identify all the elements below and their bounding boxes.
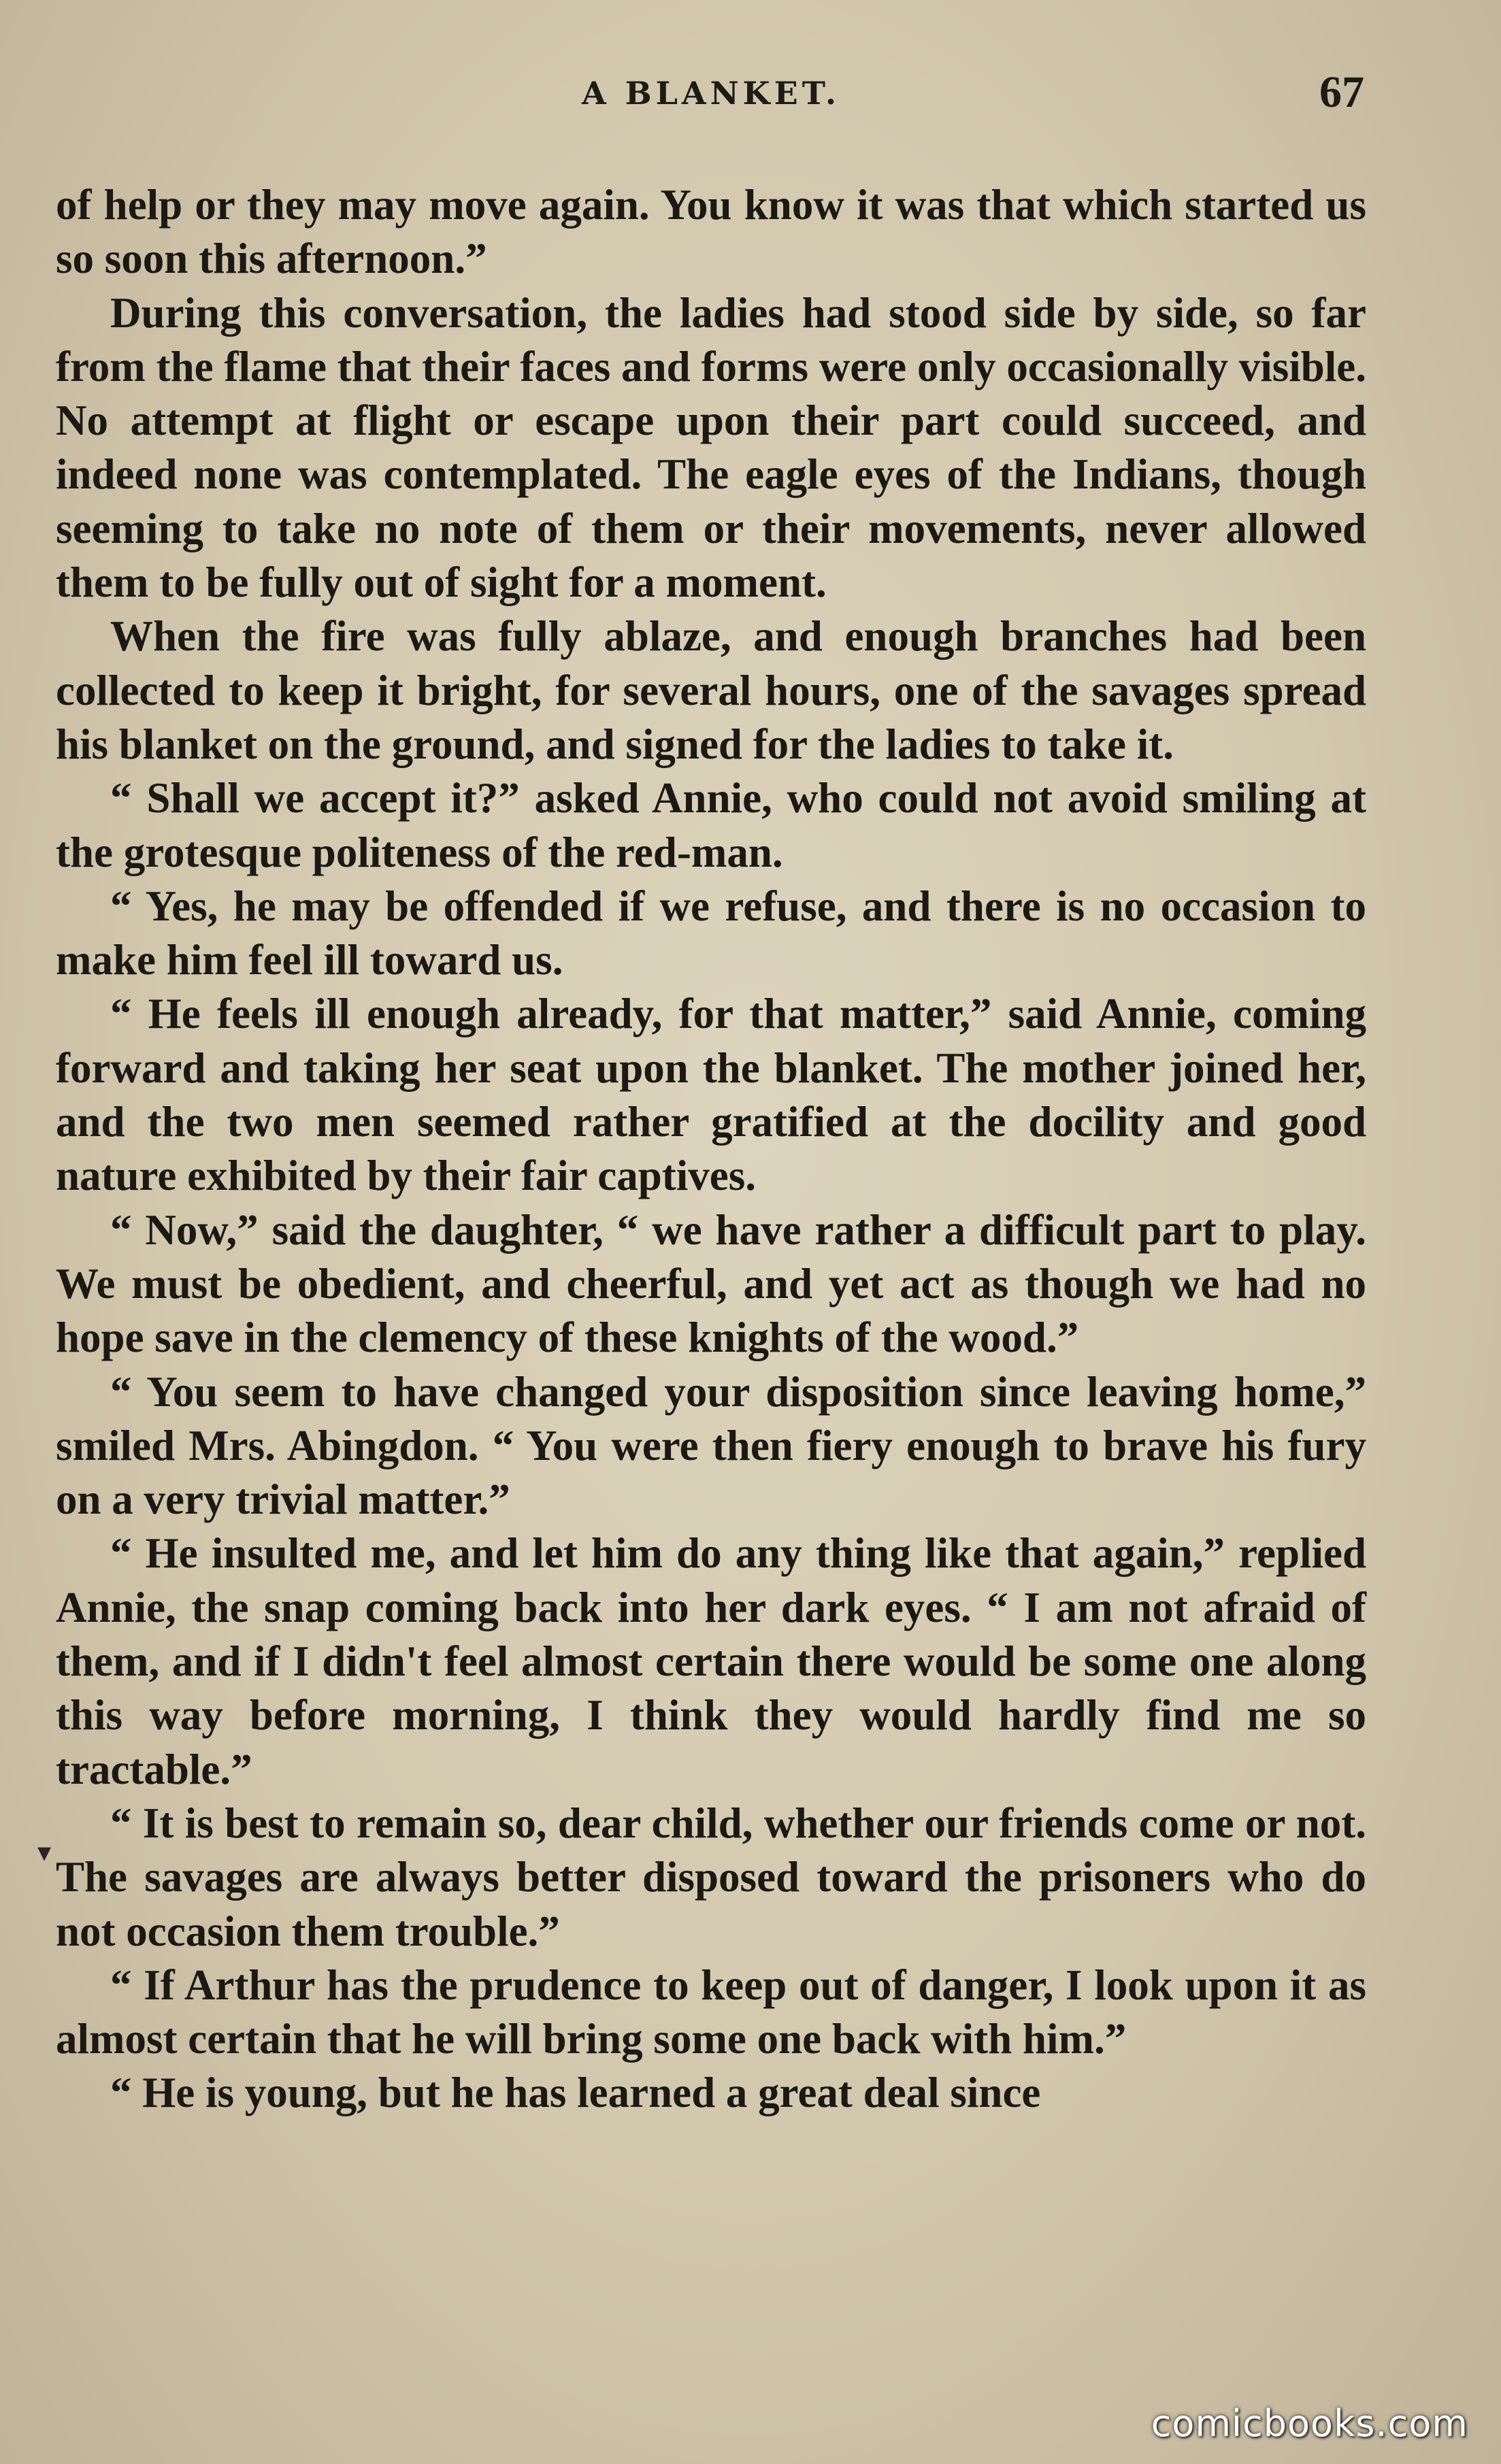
paragraph-2: During this conversation, the ladies had stood side by side, so far from the flame that their faces and forms were only occasionally visible. No attempt at flight or escape upon their part could succeed, and indeed none was contemplated. The eagle eyes of the Indians, though seeming to take no note of them or their movements, never allowed them to be fully out of sight for a moment. bbox=[56, 288, 1366, 607]
paragraph-8: “ You seem to have changed your disposition since leaving home,” smiled Mrs. Abingdon. “ You were then fiery enough to brave his fury on a very trivial matter.” bbox=[56, 1367, 1366, 1524]
paragraph-1: of help or they may move again. You know it was that which started us so soon this afternoon.” bbox=[56, 181, 1366, 283]
paragraph-12: “ He is young, but he has learned a great deal since bbox=[110, 2069, 1041, 2117]
paragraph-5: “ Yes, he may be offended if we refuse, and there is no occasion to make him feel ill toward us. bbox=[56, 882, 1366, 984]
page-header bbox=[58, 67, 1364, 136]
paragraph-10: “ It is best to remain so, dear child, whether our friends come or not. The savages are always better disposed toward the prisoners who do not occasion them trouble.” bbox=[56, 1799, 1366, 1955]
margin-mark-icon: ▾ bbox=[37, 1837, 52, 1868]
paragraph-3: When the fire was fully ablaze, and enough branches had been collected to keep it bright, for several hours, one of the savages spread his blanket on the ground, and signed for the ladies to take it. bbox=[56, 612, 1366, 768]
paragraph-11: “ If Arthur has the prudence to keep out of danger, I look upon it as almost certain that he will bring some one back with him.” bbox=[56, 1961, 1366, 2063]
page-number: 67 bbox=[1319, 67, 1364, 117]
paragraph-6: “ He feels ill enough already, for that matter,” said Annie, coming forward and taking her seat upon the blanket. The mother joined her, and the two men seemed rather gratified at the docility and good nature exhibited by their fair captives. bbox=[56, 990, 1366, 1200]
running-head: A BLANKET. bbox=[581, 75, 841, 112]
paragraph-9: “ He insulted me, and let him do any thing like that again,” replied Annie, the snap coming back into her dark eyes. “ I am not afraid of them, and if I didn't feel almost certain there would be some one along this way before morning, I think they would hardly find me so tractable.” bbox=[56, 1529, 1366, 1793]
paragraph-7: “ Now,” said the daughter, “ we have rather a difficult part to play. We must be obedient, and cheerful, and yet act as though we had no hope save in the clemency of these knights of the wood.” bbox=[56, 1205, 1366, 1362]
body-text bbox=[56, 178, 1366, 2120]
watermark: comicbooks.com bbox=[1151, 2402, 1468, 2445]
paragraph-4: “ Shall we accept it?” asked Annie, who could not avoid smiling at the grotesque politeness of the red-man. bbox=[56, 774, 1366, 876]
